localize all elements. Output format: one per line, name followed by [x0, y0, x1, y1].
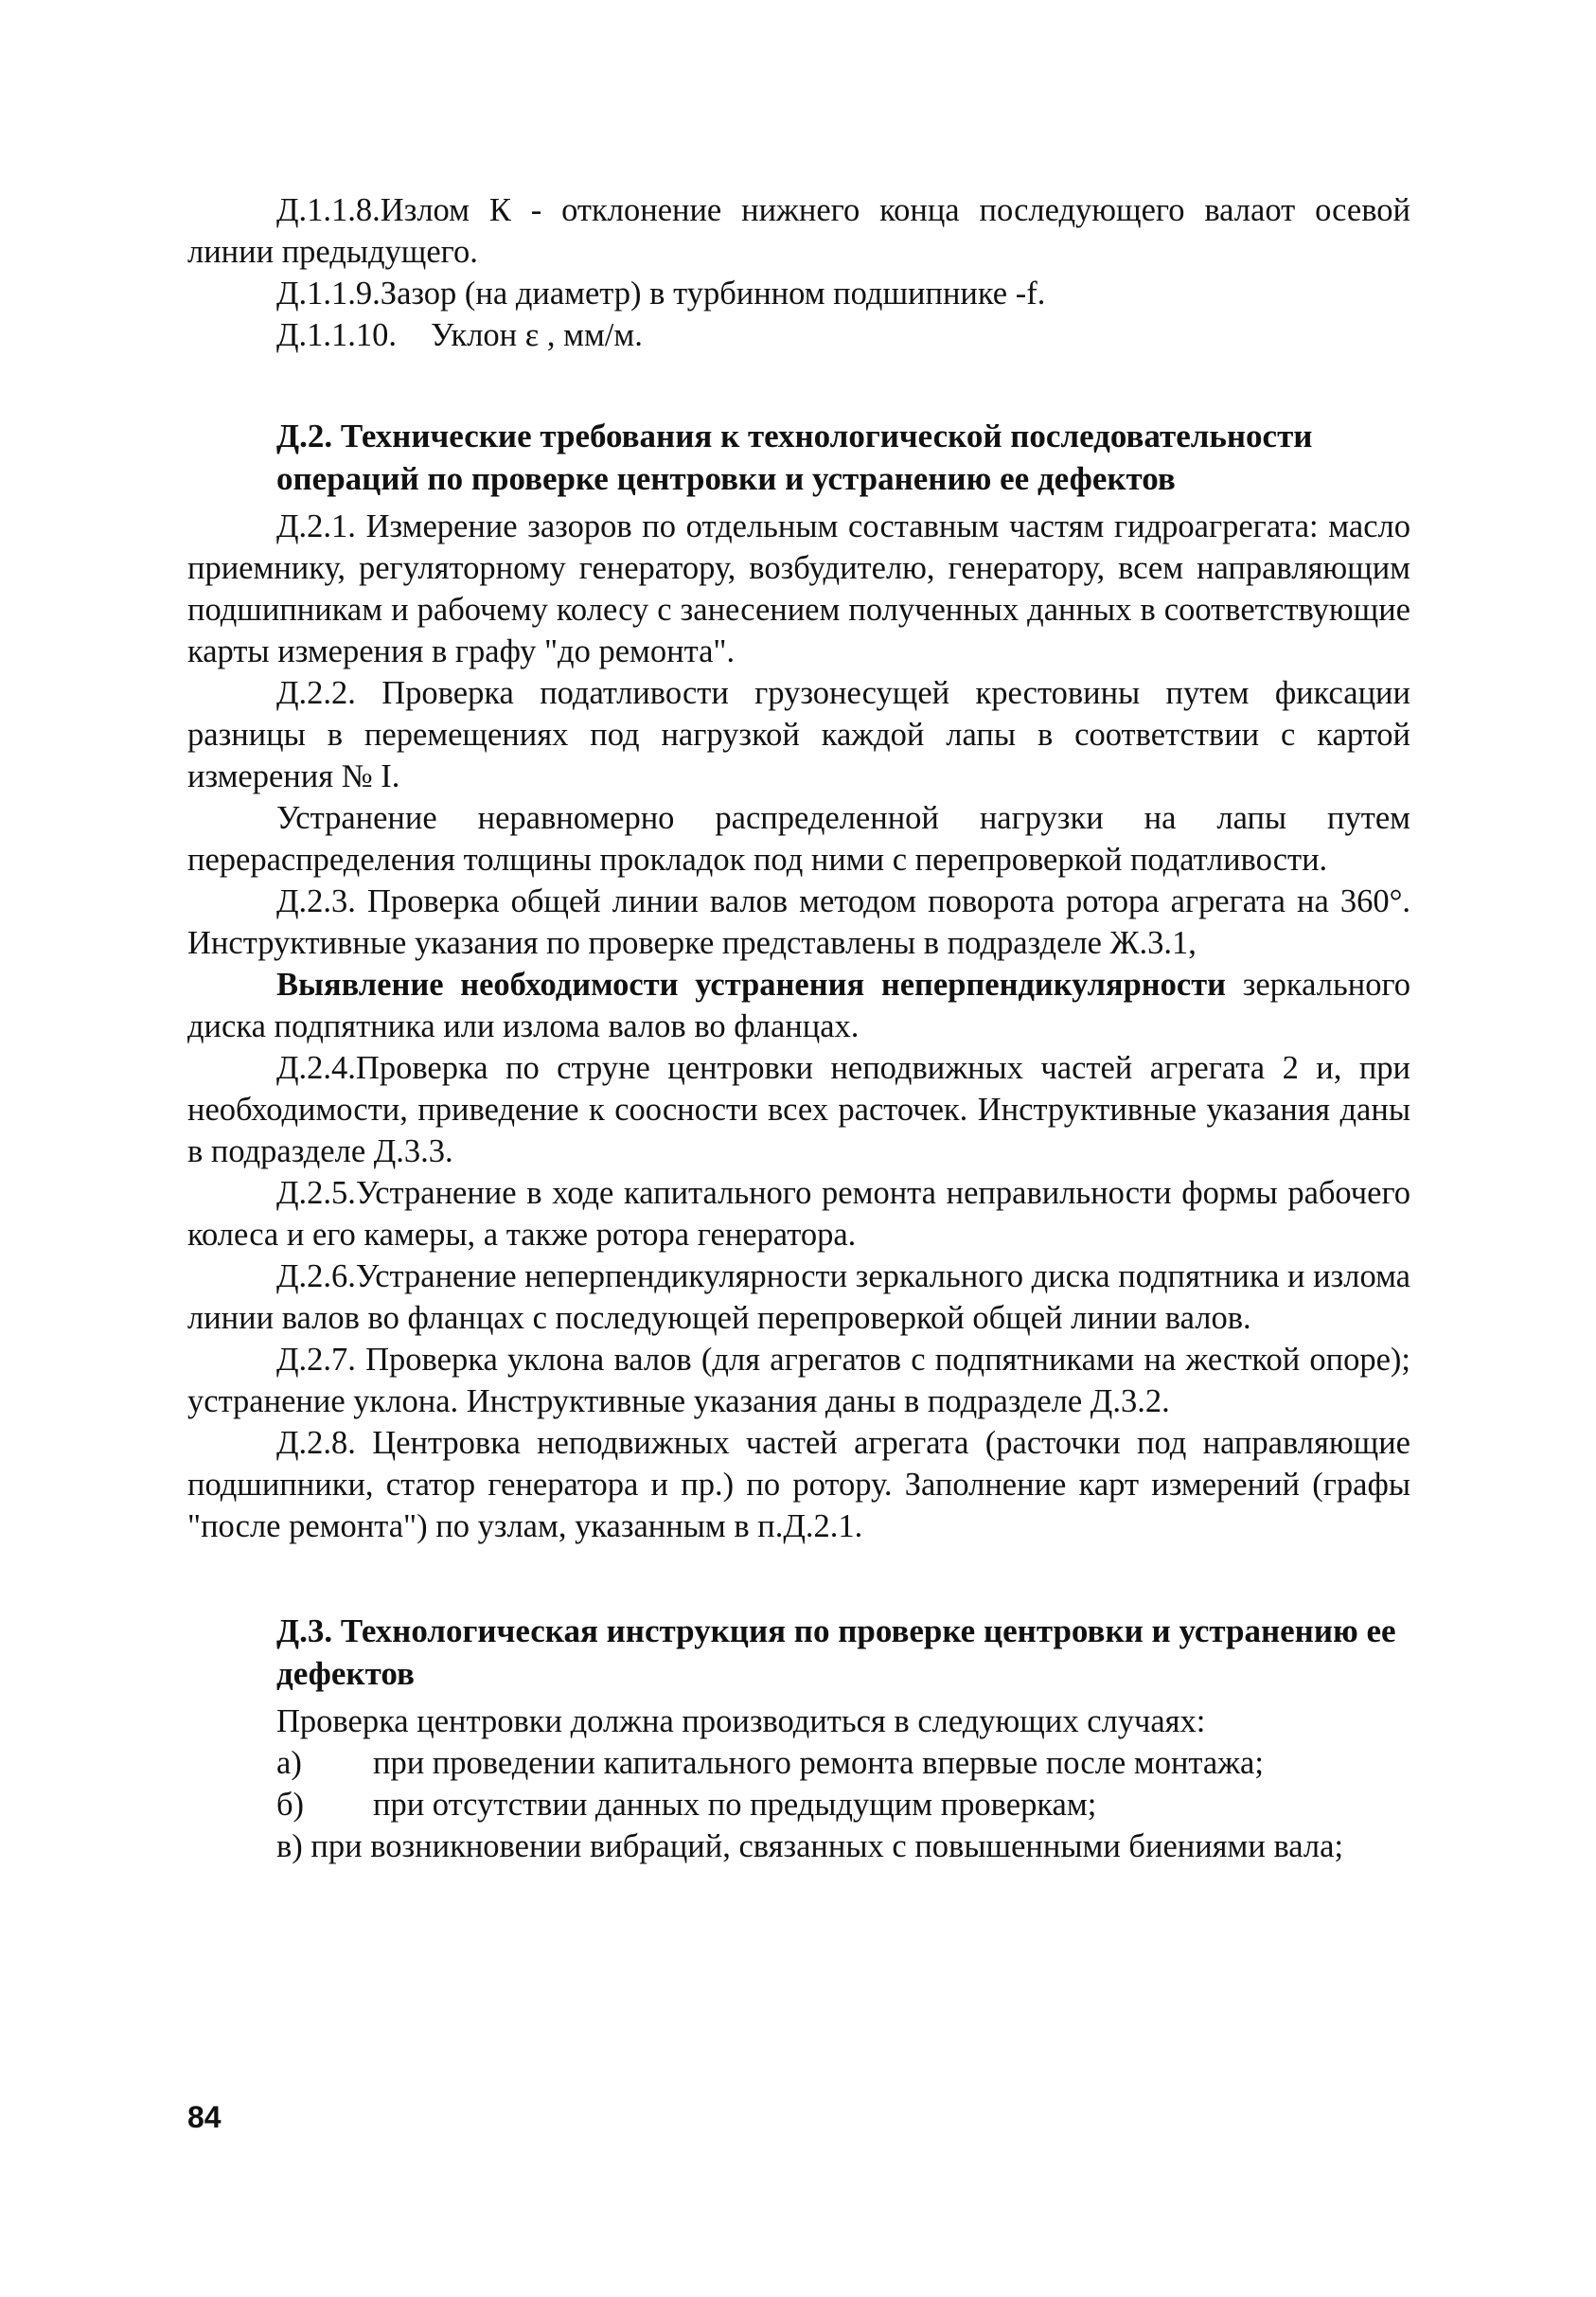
list-marker: в) [276, 1828, 303, 1864]
item-text: Уклон ε , мм/м. [431, 317, 643, 353]
paragraph-d28: Д.2.8. Центровка неподвижных частей агрегата (расточки под направляющие подшипники, статор генератора и пр.) по ротору. Заполнение карт измерений (графы "после ремонта") по узлам, указанным в п.Д.2.1. [187, 1425, 1410, 1544]
paragraph-d27: Д.2.7. Проверка уклона валов (для агрегатов с подпятниками на жесткой опоре); устранение уклона. Инструктивные указания даны в подразделе Д.3.2. [187, 1342, 1410, 1419]
item-number: Д.1.1.10. [276, 317, 398, 353]
paragraph-d23: Д.2.3. Проверка общей линии валов методом поворота ротора агрегата на 360°. Инструктивные указания по проверке представлены в подразделе Ж.3.1, [187, 883, 1410, 961]
paragraph-d3-intro: Проверка центровки должна производиться в следующих случаях: [276, 1703, 1206, 1739]
paragraph-d118: Д.1.1.8.Излом К - отклонение нижнего конца последующего валаот осевой линии предыдущего. [187, 192, 1410, 270]
list-item [187, 1742, 1410, 1784]
list-marker: б) [276, 1787, 305, 1823]
paragraph-rest: зеркального диска подпятника или излома валов во фланцах. [187, 967, 1410, 1044]
paragraph-d26: Д.2.6.Устранение неперпендикулярности зеркального диска подпятника и излома линии валов во фланцах с последующей перепроверкой общей линии валов. [187, 1258, 1410, 1336]
paragraph-d24: Д.2.4.Проверка по струне центровки неподвижных частей агрегата 2 и, при необходимости, приведение к соосности всех расточек. Инструктивные указания даны в подразделе Д.3.3. [187, 1050, 1410, 1169]
list-text: при отсутствии данных по предыдущим проверкам; [373, 1787, 1097, 1823]
section-heading-d2: Д.2. Технические требования к технологической последовательности операций по проверке центровки и устранению ее дефектов [276, 418, 1313, 497]
paragraph-d25: Д.2.5.Устранение в ходе капитального ремонта неправильности формы рабочего колеса и его камеры, а также ротора генератора. [187, 1175, 1410, 1253]
page-content [187, 189, 1410, 1867]
list-item [187, 1825, 1410, 1867]
list-text: при проведении капитального ремонта впервые после монтажа; [373, 1745, 1264, 1781]
paragraph-d22-b: Устранение неравномерно распределенной нагрузки на лапы путем перераспределения толщины прокладок под ними с перепроверкой податливости. [187, 800, 1410, 878]
list-text: при возникновении вибраций, связанных с повышенными биениями вала; [310, 1828, 1344, 1864]
paragraph-d22: Д.2.2. Проверка податливости грузонесущей крестовины путем фиксации разницы в перемещениях под нагрузкой каждой лапы в соответствии с картой измерения № I. [187, 675, 1410, 794]
paragraph-d23-b [187, 964, 1410, 1047]
paragraph-d119: Д.1.1.9.Зазор (на диаметр) в турбинном подшипнике -f. [276, 276, 1046, 312]
bold-lead: Выявление необходимости устранения неперпендикулярности [276, 967, 1227, 1003]
page-number: 84 [187, 2100, 222, 2134]
section-heading-d3: Д.3. Технологическая инструкция по проверке центровки и устранению ее дефектов [276, 1612, 1396, 1692]
paragraph-d21: Д.2.1. Измерение зазоров по отдельным составным частям гидроагрегата: масло приемнику, регуляторному генератору, возбудителю, генератору, всем направляющим подшипникам и рабочему колесу с занесением полученных данных в соответствующие карты измерения в графу "до ремонта". [187, 508, 1410, 669]
list-marker: а) [276, 1745, 302, 1781]
list-item [187, 1784, 1410, 1825]
paragraph-d1110 [187, 314, 1410, 356]
